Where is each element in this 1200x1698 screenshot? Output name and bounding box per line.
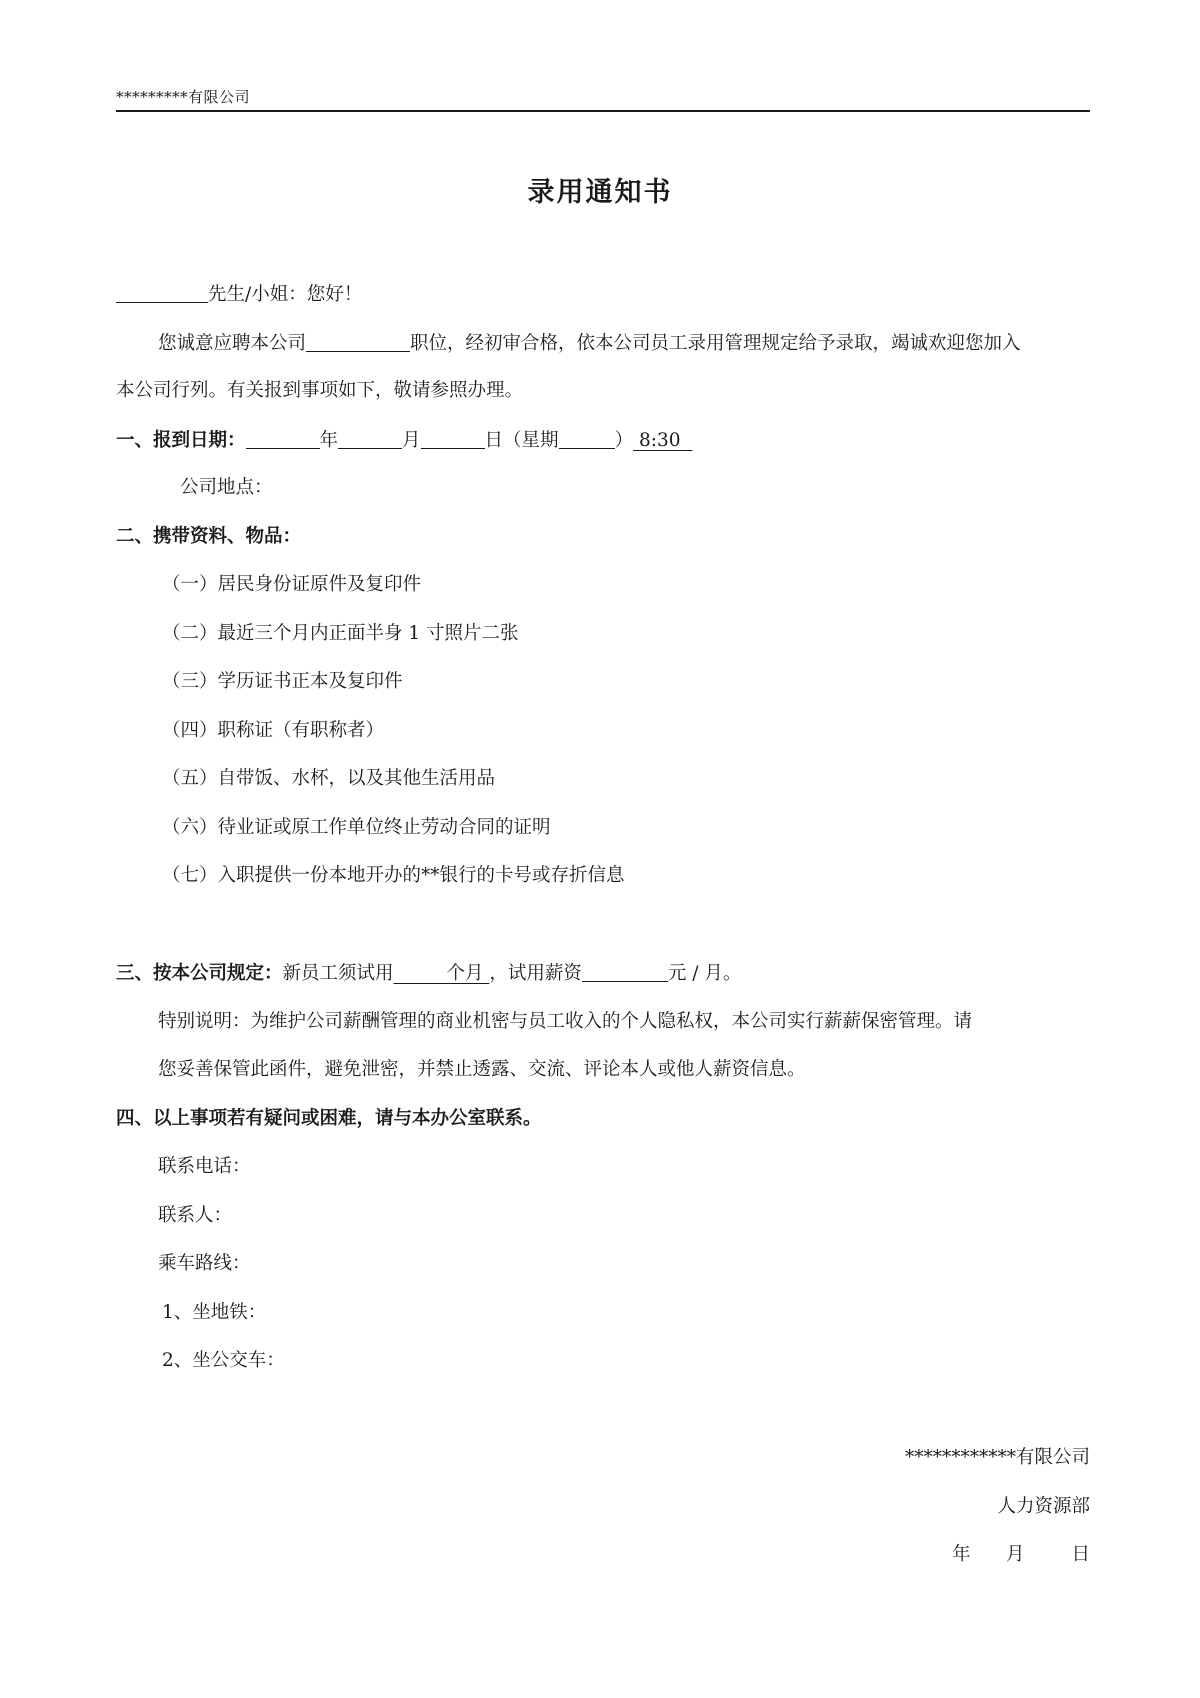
name-blank (116, 282, 208, 303)
weekday-close: ） (614, 430, 634, 451)
signature-date: 年 月 日 (952, 1544, 1090, 1565)
year-label: 年 (319, 430, 339, 451)
confidentiality-note-1: 特别说明：为维护公司薪酬管理的商业机密与员工收入的个人隐私权，本公司实行薪薪保密管理。请 (158, 1011, 973, 1032)
header-company-name: *********有限公司 (116, 88, 251, 106)
section1-heading: 一、报到日期： (116, 430, 246, 451)
signature-department: 人力资源部 (997, 1496, 1090, 1517)
transit-route: 乘车路线： (158, 1253, 251, 1274)
salary-text: ，试用薪资 (489, 963, 582, 984)
section2-heading: 二、携带资料、物品： (116, 526, 302, 547)
document-item-5: （五）自带饭、水杯，以及其他生活用品 (162, 768, 496, 789)
signature-company: ************有限公司 (904, 1447, 1090, 1468)
section3-heading: 三、按本公司规定： (116, 963, 283, 984)
month-blank (338, 428, 402, 449)
year-blank (246, 428, 320, 449)
greeting-line (116, 282, 362, 307)
document-item-6: （六）待业证或原工作单位终止劳动合同的证明 (162, 817, 551, 838)
header-divider (116, 110, 1090, 112)
route-bus: 2、坐公交车： (162, 1350, 285, 1371)
probation-text: 新员工须试用 (282, 963, 394, 984)
salary-unit: 元 / 月。 (667, 963, 742, 984)
intro-line-2: 本公司行列。有关报到事项如下，敬请参照办理。 (116, 380, 524, 401)
route-subway: 1、坐地铁： (162, 1302, 267, 1323)
contact-person: 联系人： (158, 1205, 233, 1226)
month-label: 月 (402, 430, 421, 451)
document-item-3: （三）学历证书正本及复印件 (162, 671, 403, 692)
day-label: 日（星期 (484, 430, 559, 451)
report-date-line (116, 428, 692, 453)
document-item-1: （一）居民身份证原件及复印件 (162, 574, 422, 595)
contact-phone: 联系电话： (158, 1156, 251, 1177)
probation-line (116, 961, 741, 986)
position-blank (306, 331, 410, 352)
day-blank (421, 428, 485, 449)
weekday-blank (559, 428, 615, 449)
section4-heading: 四、以上事项若有疑问或困难，请与本办公室联系。 (116, 1108, 542, 1129)
document-title: 录用通知书 (527, 177, 673, 208)
intro-line-1 (158, 331, 1021, 356)
report-time: 8:30 (638, 430, 681, 451)
document-item-2: （二）最近三个月内正面半身 1 寸照片二张 (162, 623, 519, 644)
intro-text-1: 您诚意应聘本公司 (158, 333, 307, 354)
company-location: 公司地点： (180, 477, 273, 498)
probation-months: 个月 (446, 963, 484, 984)
intro-text-2: 职位，经初审合格，依本公司员工录用管理规定给予录取，竭诚欢迎您加入 (410, 333, 1021, 354)
document-item-4: （四）职称证（有职称者） (162, 720, 385, 741)
document-item-7: （七）入职提供一份本地开办的**银行的卡号或存折信息 (162, 865, 625, 886)
salary-blank (582, 961, 668, 982)
salutation-text: 先生/小姐：您好！ (208, 284, 363, 305)
confidentiality-note-2: 您妥善保管此函件，避免泄密，并禁止透露、交流、评论本人或他人薪资信息。 (158, 1059, 806, 1080)
